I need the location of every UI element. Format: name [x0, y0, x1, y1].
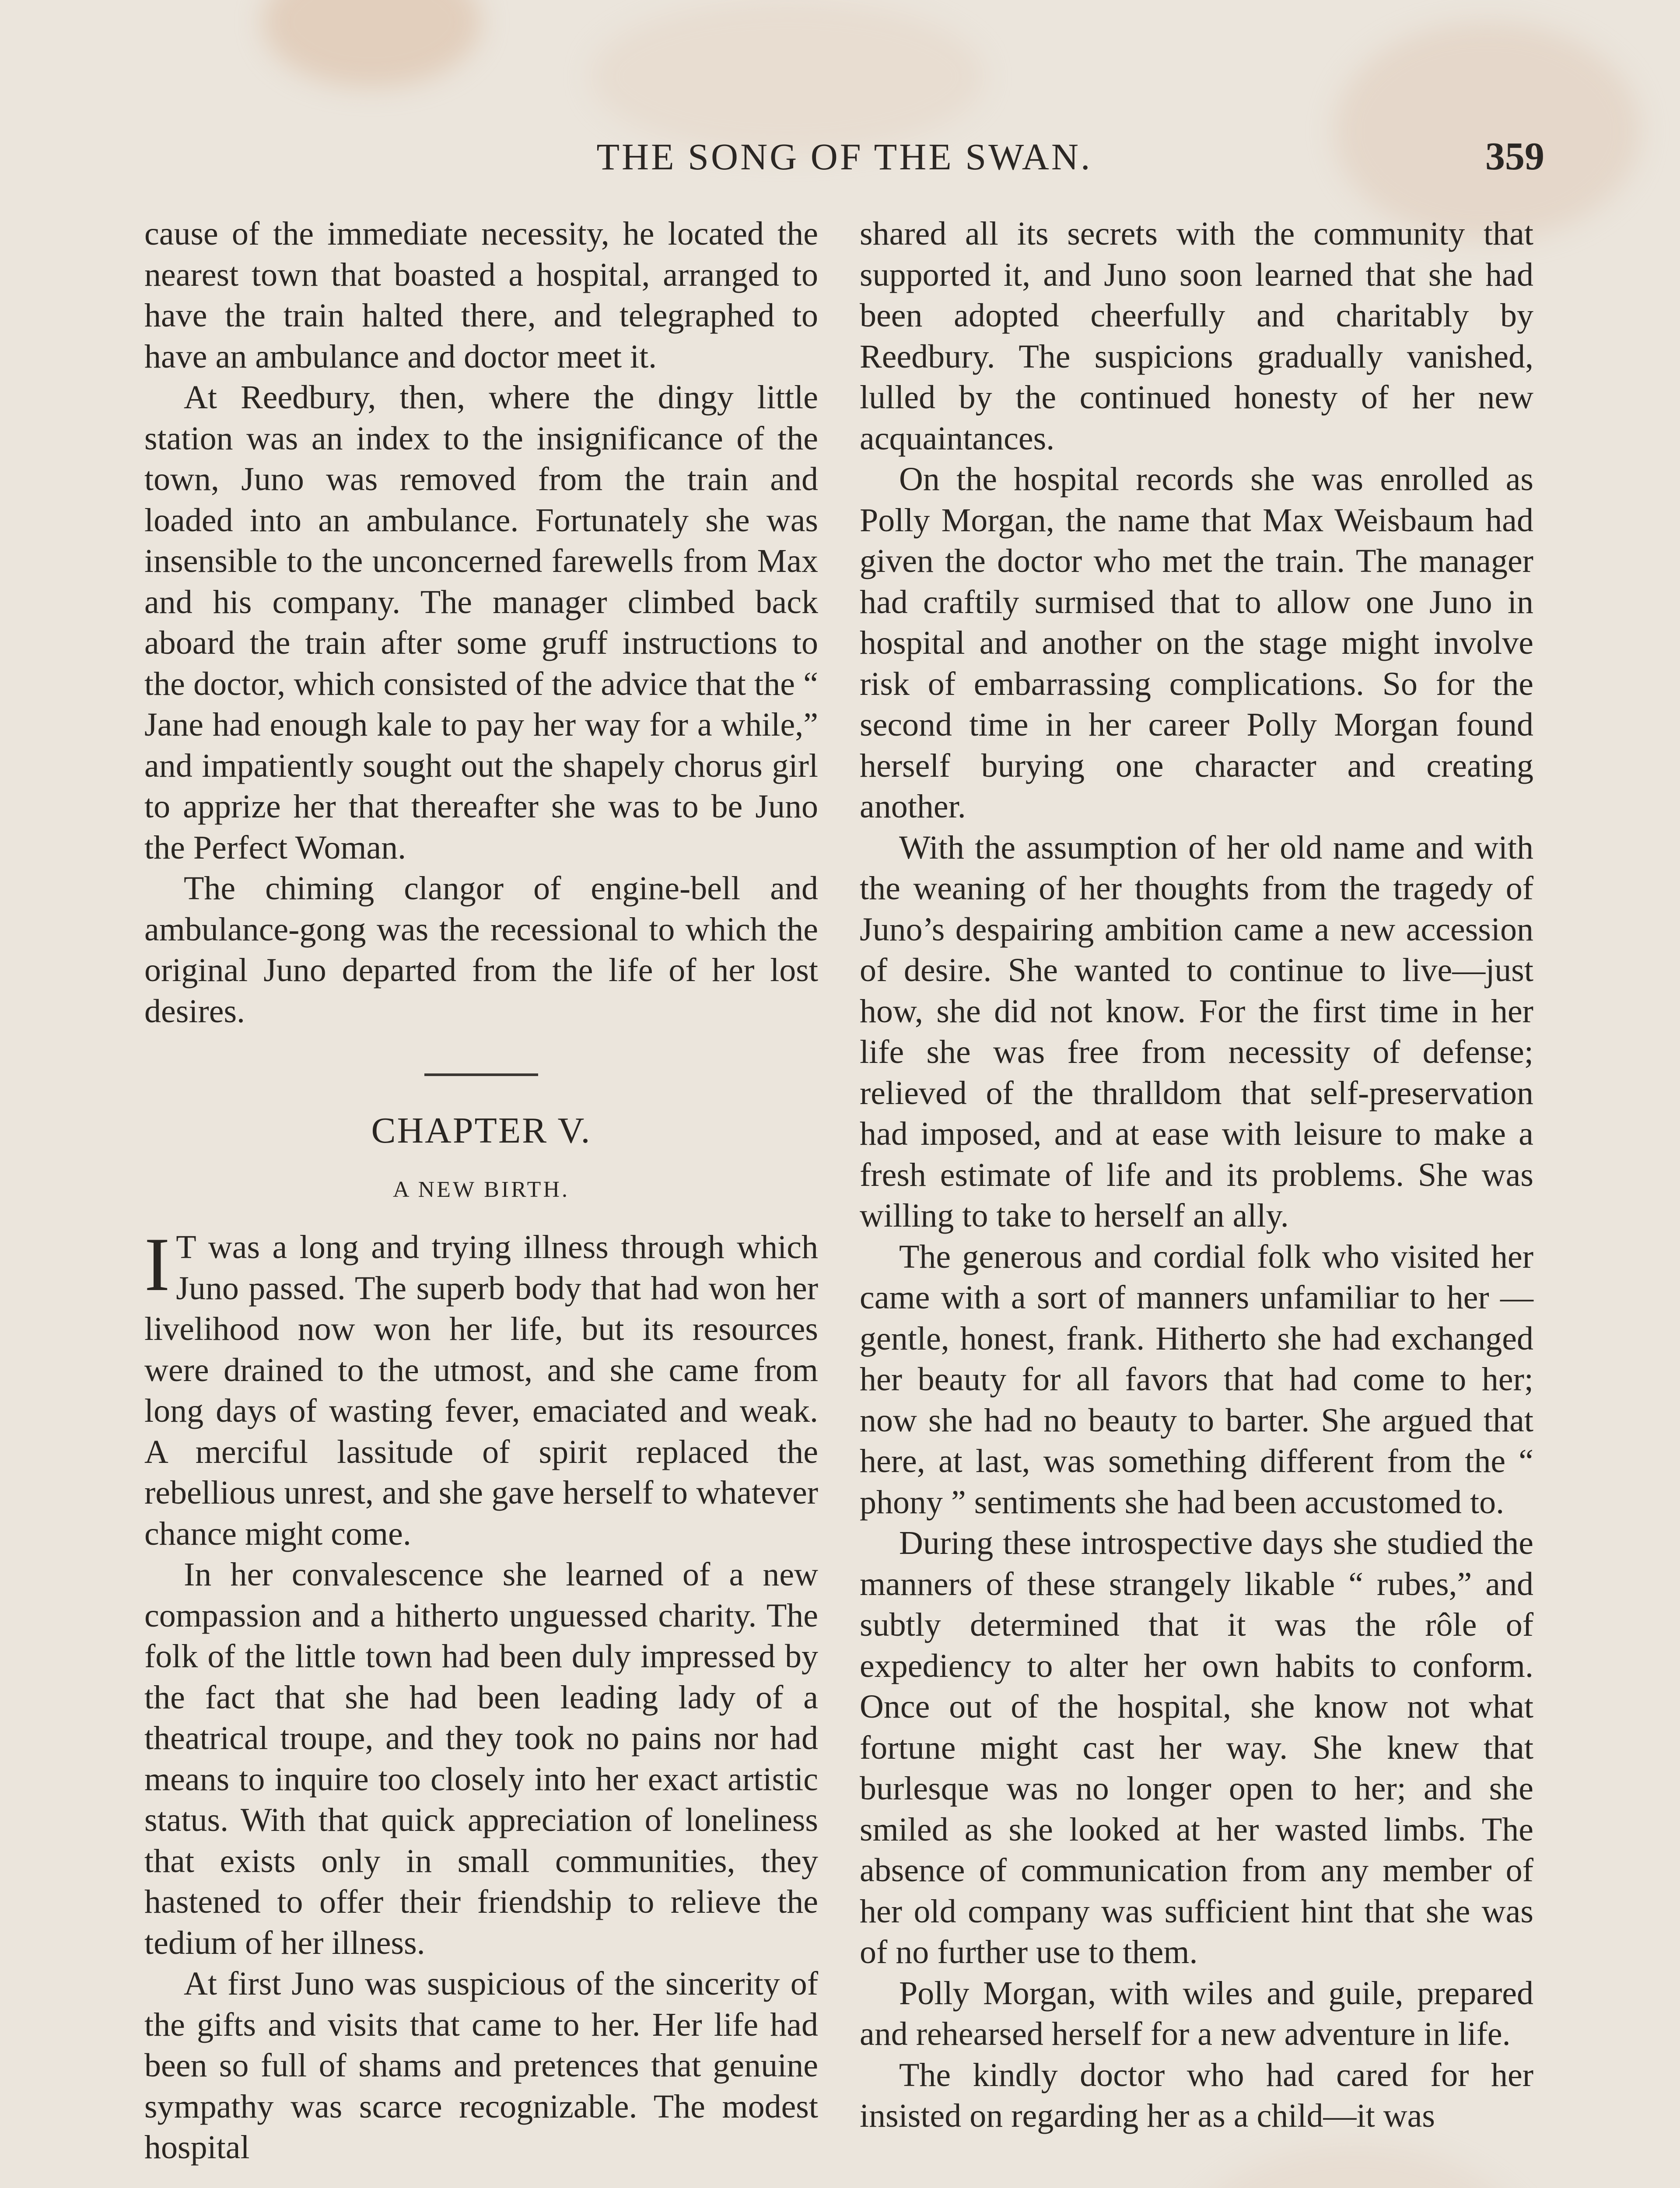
paragraph: On the hospital records she was enrolled as Polly Morgan, the name that Max Weisbaum had given the doctor who met the train. The manager had craftily surmised that to allow one Juno in hospital and another on the stage might involve risk of embarrassing complications. So for the second time in her career Polly Morgan found herself burying one character and creating another. [860, 461, 1533, 825]
paragraph: In her convalescence she learned of a new compassion and a hitherto unguessed charity. The folk of the little town had been duly impressed by the fact that she had been leading lady of a theatrical troupe, and they took no pains nor had means to inquire too closely into her exact artistic status. With that quick appreciation of loneliness that exists only in small communities, they hastened to offer their friendship to relieve the tedium of her illness. [144, 1556, 818, 1961]
paragraph-text: T was a long and trying illness through which Juno passed. The superb body that had won her livelihood now won her life, but its resources were drained to the utmost, and she came from long days of wasting fever, emaciated and weak. A merciful lassitude of spirit replaced the rebellious unrest, and she gave herself to whatever chance might come. [144, 1229, 818, 1552]
paragraph: During these introspective days she studied the manners of these strangely likable “ rubes,” and subtly determined that it was the rôle of expediency to alter her own habits to conform. Once out of the hospital, she know not what fortune might cast her way. She knew that burlesque was no longer open to her; and she smiled as she looked at her wasted limbs. The absence of communication from any member of her old company was sufficient hint that she was of no further use to them. [860, 1525, 1533, 1971]
paragraph: The kindly doctor who had cared for her insisted on regarding her as a child—it was [860, 2056, 1533, 2134]
chapter-heading: CHAPTER V. [371, 1110, 592, 1151]
paragraph: At Reedbury, then, where the dingy little station was an index to the insignificance of the town, Juno was removed from the train and loaded into an ambulance. Fortunately she was insensible to the unconcerned farewells from Max and his company. The manager climbed back aboard the train after some gruff instructions to the doctor, which consisted of the advice that the “ Jane had enough kale to pay her way for a while,” and impatiently sought out the shapely chorus girl to apprize her that thereafter she was to be Juno the Perfect Woman. [144, 379, 818, 866]
paragraph: Polly Morgan, with wiles and guile, prepared and rehearsed herself for a new adventure in life. [860, 1974, 1533, 2052]
drop-cap: I [144, 1222, 170, 1307]
paper-stain [1159, 2144, 1553, 2188]
right-column [860, 214, 1533, 2137]
running-header [144, 130, 1544, 187]
paragraph: cause of the immediate necessity, he located the nearest town that boasted a hospital, arranged to have the train halted there, and telegraphed to have an ambulance and doctor meet it. [144, 215, 818, 375]
paragraph: shared all its secrets with the community that supported it, and Juno soon learned that she had been adopted cheerfully and charitably by Reedbury. The suspicions gradually vanished, lulled by the continued honesty of her new acquaintances. [860, 215, 1533, 457]
paragraph: At first Juno was suspicious of the sincerity of the gifts and visits that came to her. Her life had been so full of shams and pretences that genuine sympathy was scarce recognizable. The modest hospital [144, 1965, 818, 2166]
paragraph: The chiming clangor of engine-bell and ambulance-gong was the recessional to which the original Juno departed from the life of her lost desires. [144, 870, 818, 1030]
chapter-opening-paragraph [144, 1222, 818, 1554]
paper-stain [262, 0, 481, 88]
left-column [144, 214, 818, 2168]
chapter-divider [424, 1073, 538, 1076]
chapter-subtitle: A NEW BIRTH. [392, 1177, 570, 1202]
page-number: 359 [1485, 135, 1544, 178]
paragraph: The generous and cordial folk who visited her came with a sort of manners unfamiliar to her — gentle, honest, frank. Hitherto she had exchanged her beauty for all favors that had come to her; now she had no beauty to barter. She argued that here, at last, was something different from the “ phony ” sentiments she had been accustomed to. [860, 1238, 1533, 1521]
running-title: THE SONG OF THE SWAN. [596, 136, 1092, 178]
paragraph: With the assumption of her old name and with the weaning of her thoughts from the tragedy of Juno’s despairing ambition came a new accession of desire. She wanted to continue to live—just how, she did not know. For the first time in her life she was free from necessity of defense; relieved of the thralldom that self-preservation had imposed, and at ease with leisure to make a fresh estimate of life and its problems. She was willing to take to herself an ally. [860, 829, 1533, 1234]
